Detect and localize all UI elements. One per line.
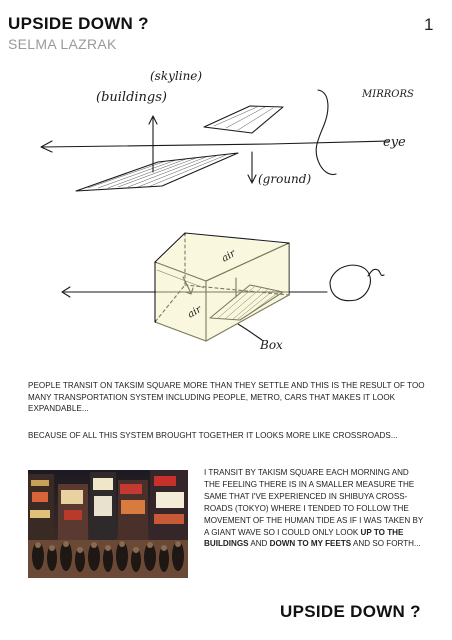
paragraph-3-text-2: AND xyxy=(248,539,270,549)
label-air-bottom: air xyxy=(186,304,204,321)
page-title: UPSIDE DOWN ? xyxy=(8,14,149,33)
shibuya-crossing-photo xyxy=(28,470,188,578)
paragraph-3-text-1: I TRANSIT BY TAKISM SQUARE EACH MORNING AND THE FEELING THERE IS IN A SMALLER MEASURE THE SAME THAT I'VE EXPERIENCED IN SHIBUYA CROSS-ROADS (TOKYO) WHERE I TENDED TO FOLLOW THE MOVEMENT OF THE HUMAN TIDE AS IF I WAS TAKEN BY A GIANT WAVE SO I COULD ONLY LOOK xyxy=(204,468,424,537)
paragraph-3-text-3: AND SO FORTH... xyxy=(351,539,421,549)
up-arrow xyxy=(149,116,157,172)
label-eye: eye xyxy=(383,135,406,150)
label-skyline: (skyline) xyxy=(150,69,203,83)
page-number: 1 xyxy=(424,15,434,34)
label-air-top: air xyxy=(220,248,238,265)
label-mirror: MIRRORS xyxy=(362,89,414,100)
ground-plane xyxy=(76,153,238,191)
paragraph-3-emphasis-2: DOWN TO MY FEETS xyxy=(269,539,352,549)
label-buildings: (buildings) xyxy=(96,90,167,105)
skyline-plane xyxy=(204,106,283,133)
footer-title: UPSIDE DOWN ? xyxy=(280,602,421,621)
eye-line xyxy=(42,141,388,147)
down-arrow xyxy=(248,152,256,183)
eye-circle xyxy=(330,265,370,301)
label-ground: (ground) xyxy=(258,172,312,186)
paragraph-3-emphasis-1: UP TO THE BUILDINGS xyxy=(204,527,404,549)
paragraph-2: BECAUSE OF ALL THIS SYSTEM BROUGHT TOGETHER IT LOOKS MORE LIKE CROSSROADS... xyxy=(28,431,398,440)
author-name: SELMA LAZRAK xyxy=(8,36,117,52)
paragraph-1: PEOPLE TRANSIT ON TAKSIM SQUARE MORE THAN THEY SETTLE AND THIS IS THE RESULT OF TOO MANY TRANSPORTATION SYSTEM INCLUDING PEOPLE, METRO, CARS THAT MAKES IT LOOK EXPANDABLE... xyxy=(28,381,425,413)
paragraph-3 xyxy=(204,467,426,550)
label-box: Box xyxy=(260,338,283,352)
mirror-curve xyxy=(316,90,336,175)
